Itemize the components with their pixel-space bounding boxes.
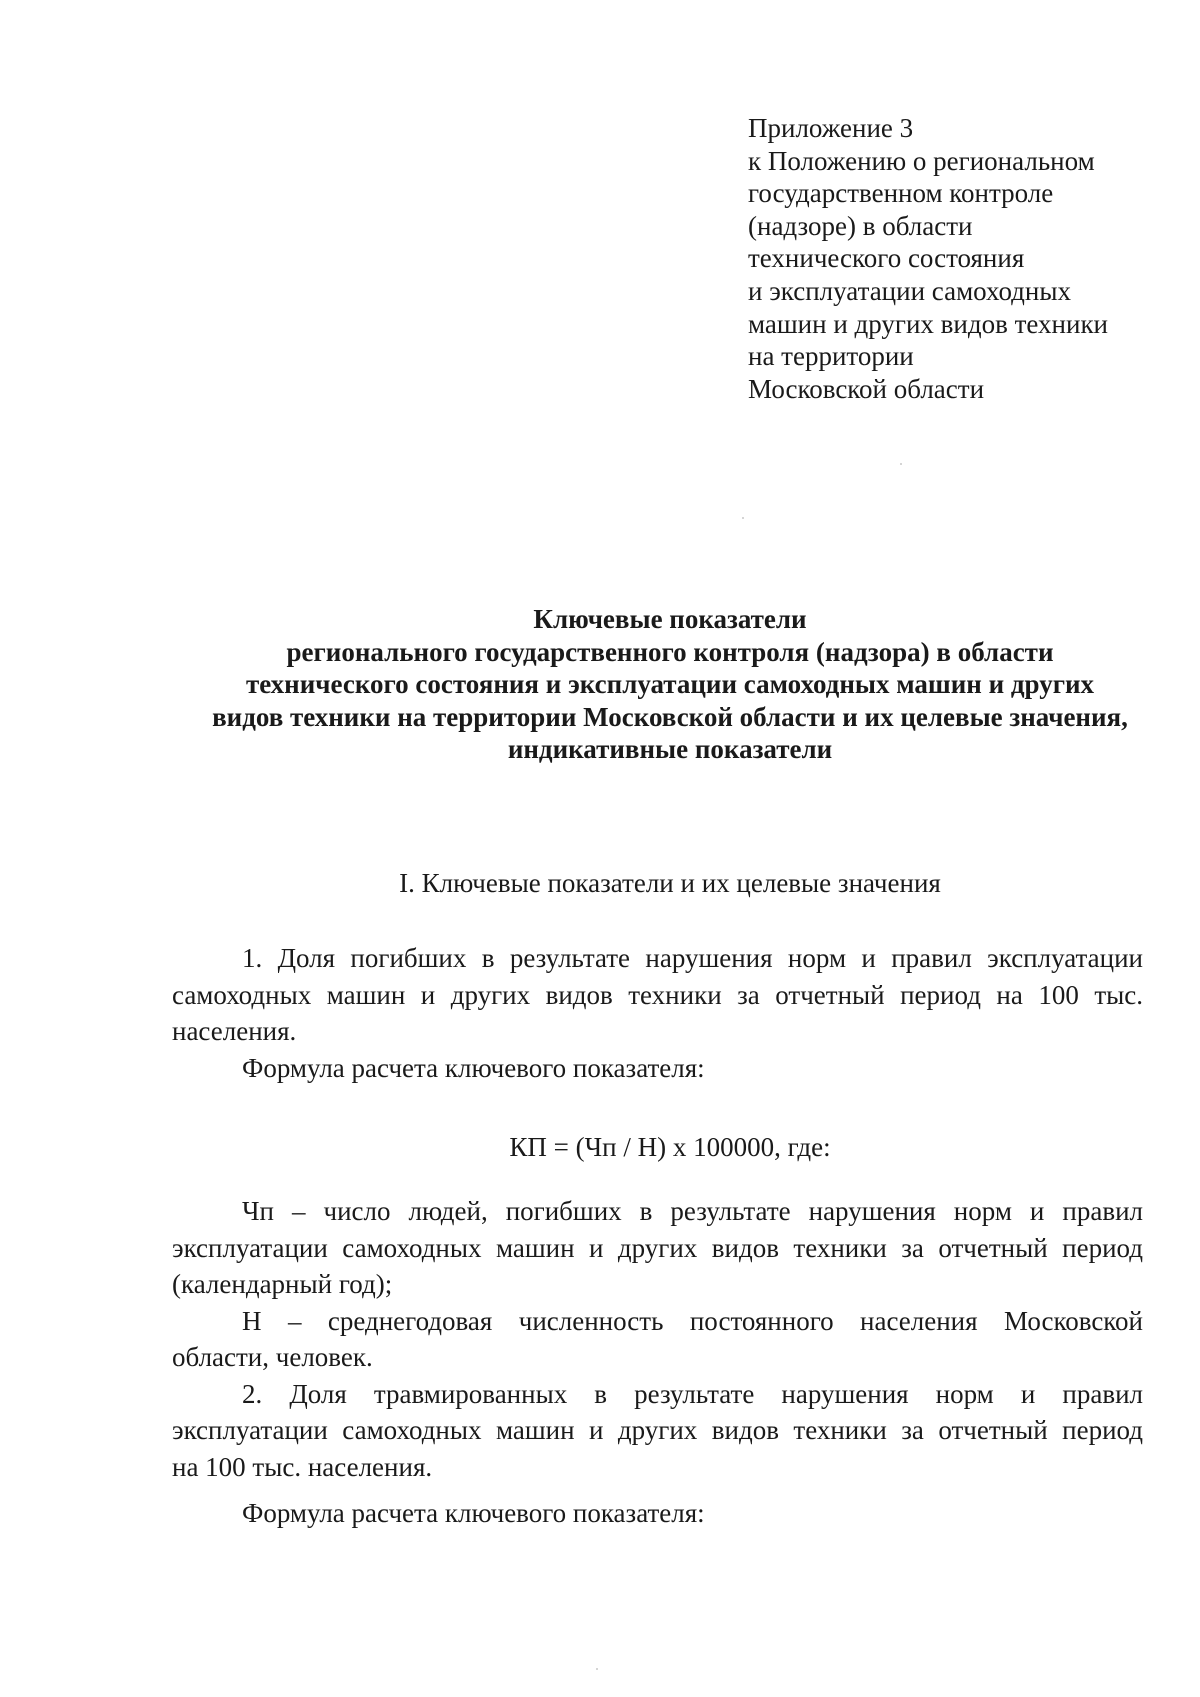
definition-chp-line: Чп – число людей, погибших в результате нарушения норм и правил (242, 1196, 1143, 1226)
definition-chp-line: (календарный год); (172, 1269, 393, 1299)
title-line: регионального государственного контроля (надзора) в области (286, 636, 1054, 667)
item-1-line: самоходных машин и других видов техники за отчетный период на 100 тыс. (172, 979, 1143, 1010)
item-2-line: эксплуатации самоходных машин и других видов техники за отчетный период (172, 1415, 1143, 1445)
title-line: технического состояния и эксплуатации самоходных машин и других (245, 669, 1095, 699)
item-1-paragraph (172, 940, 1143, 1086)
appendix-line: государственном контроле (748, 178, 1054, 209)
scan-speck (900, 463, 902, 465)
title-line: Ключевые показатели (533, 604, 807, 634)
appendix-line: технического состояния (748, 243, 1025, 274)
title-line: видов техники на территории Московской области и их целевые значения, (212, 701, 1128, 732)
item-2-line: на 100 тыс. населения. (172, 1451, 433, 1482)
appendix-line: на территории (748, 341, 914, 372)
formula-1: КП = (Чп / Н) х 100000, где: (509, 1132, 831, 1162)
document-title (120, 603, 1200, 766)
appendix-line: к Положению о региональном (748, 145, 1095, 176)
item-1-line: населения. (172, 1016, 297, 1046)
appendix-line: машин и других видов техники (748, 308, 1109, 339)
appendix-line: Московской области (748, 373, 985, 404)
formula-intro-1: Формула расчета ключевого показателя: (242, 1052, 705, 1083)
section-heading: I. Ключевые показатели и их целевые значения (399, 868, 941, 898)
item-2-line: 2. Доля травмированных в результате нарушения норм и правил (242, 1378, 1143, 1409)
appendix-line: Приложение 3 (748, 113, 914, 143)
definition-n-line: Н – среднегодовая численность постоянного населения Московской (242, 1305, 1143, 1336)
definition-n-line: области, человек. (172, 1342, 373, 1372)
definition-chp-line: эксплуатации самоходных машин и других видов техники за отчетный период (172, 1232, 1143, 1263)
title-line: индикативные показатели (507, 734, 833, 764)
appendix-line: и эксплуатации самоходных (748, 275, 1072, 306)
definitions-block (172, 1193, 1143, 1532)
appendix-line: (надзоре) в области (748, 210, 973, 241)
formula-intro-2: Формула расчета ключевого показателя: (242, 1498, 705, 1528)
scan-speck (596, 1668, 598, 1670)
scan-speck (742, 517, 744, 519)
appendix-reference (748, 112, 1168, 405)
item-1-line: 1. Доля погибших в результате нарушения норм и правил эксплуатации (242, 943, 1143, 973)
